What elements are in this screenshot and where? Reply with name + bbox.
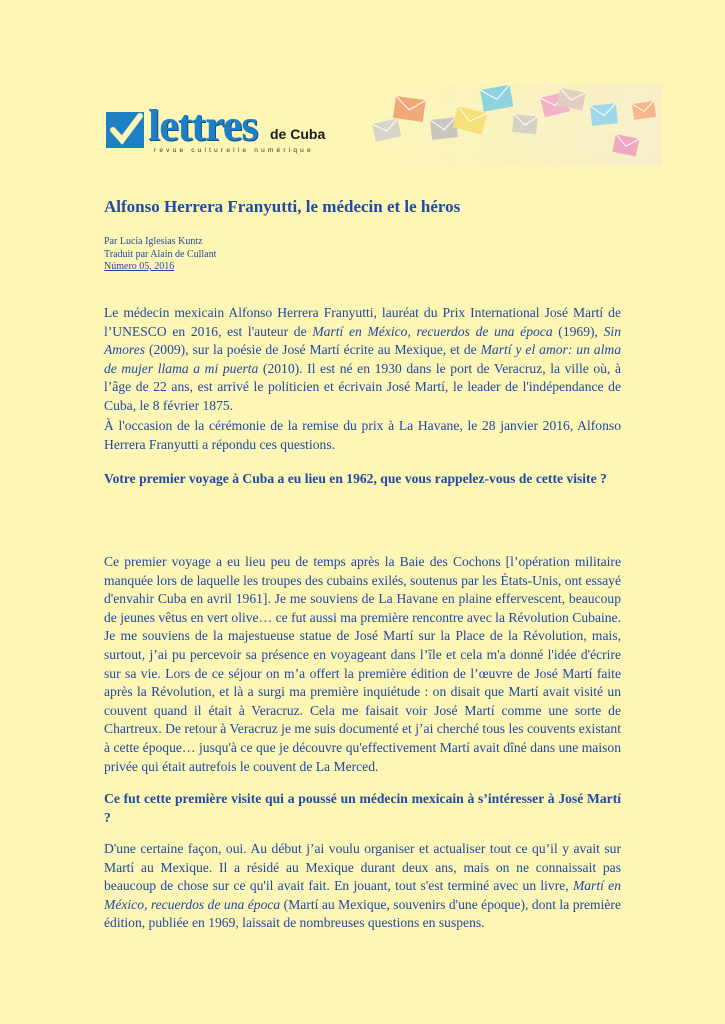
text-run: Le médecin mexicain Alfonso Herrera Franyutti, lauréat du Prix International José Martí de l’UNESCO en 2016, est l'auteur de [104, 305, 621, 339]
byline [104, 236, 216, 274]
book-title: Martí y el amor: un alma de mujer llama a mi puerta [104, 342, 621, 376]
answer-2 [104, 840, 621, 933]
question-1: Votre premier voyage à Cuba a eu lieu en 1962, que vous rappelez-vous de cette visite ? [104, 471, 607, 486]
text-run: D'une certaine façon, oui. Au début j’ai voulu organiser et actualiser tout ce qu’il y avait sur Martí au Mexique. Il a résidé au Mexique durant deux ans, mais on ne connaissait pas beaucoup de chose sur ce qu'il avait fait. En jouant, tout s'est terminé avec un livre, [104, 841, 621, 894]
logo-tagline: revue culturelle numérique [154, 147, 314, 154]
book-title: Sin Amores [104, 323, 621, 358]
issue-link[interactable]: Número 05, 2016 [104, 261, 175, 272]
paragraph-ceremony: À l'occasion de la cérémonie de la remise du prix à La Havane, le 28 janvier 2016, Alfonso Herrera Franyutti a répondu ces questions. [104, 418, 621, 452]
question-2: Ce fut cette première visite qui a poussé un médecin mexicain à s’intéresser à José Martí ? [104, 791, 621, 825]
book-title: Martí en México, recuerdos de una época [312, 323, 553, 339]
text-run: (1969), [552, 323, 604, 339]
author-line: Par Lucia Iglesias Kuntz [104, 236, 203, 247]
translator-line: Traduit par Alain de Cullant [104, 248, 217, 260]
banner-envelopes-decoration [360, 84, 662, 166]
book-title: Martí en México, recuerdos de una época [104, 878, 621, 912]
logo-wordmark: lettres [148, 101, 258, 150]
text-run: (Martí au Mexique, souvenirs d'une époque), dont la première édition, publiée en 1969, laissait de nombreuses questions en suspens. [104, 896, 621, 931]
logo-suffix: de Cuba [270, 126, 326, 142]
paragraph-intro [104, 304, 621, 416]
text-run: (2009), sur la poésie de José Martí écrite au Mexique, et de [145, 342, 481, 358]
header-banner [104, 84, 662, 166]
answer-1: Ce premier voyage a eu lieu peu de temps après la Baie des Cochons [l’opération militaire manquée lors de laquelle les troupes des cubains exilés, soutenus par les États-Unis, ont essayé d'envahir Cuba en avril 1961]. Je me souviens de La Havane en plaine effervescent, beaucoup de jeunes vêtus en vert olive… ce fut aussi ma première rencontre avec la Révolution Cubaine. Je me souviens de la majestueuse statue de José Martí sur la Place de la Révolution, mais, surtout, j’ai pu percevoir sa présence en voyageant dans l’île et cela m'a donné l'idée d'écrire sur sa vie. Lors de ce séjour on m’a offert la première édition de l’œuvre de José Martí faite après la Révolution, et là a surgi ma première inquiétude : on disait que Martí avait visité un couvent quand il était à Veracruz. Cela me faisait voir José Martí comme une sorte de Chartreux. De retour à Veracruz je me suis documenté et j’ai cherché tous les couvents existant à cette époque… jusqu'à ce que je découvre qu'effectivement Martí avait dîné dans une maison privée qui était autrefois le couvent de La Merced. [104, 554, 621, 774]
article-title: Alfonso Herrera Franyutti, le médecin et le héros [104, 197, 461, 216]
logo-check-icon [104, 108, 148, 152]
text-run: (2010). Il est né en 1930 dans le port de Veracruz, la ville où, à l’âge de 22 ans, est arrivé le politicien et écrivain José Martí, le leader de l'indépendance de Cuba, le 8 février 1875. [104, 360, 621, 413]
lettres-de-cuba-logo[interactable] [104, 101, 374, 156]
